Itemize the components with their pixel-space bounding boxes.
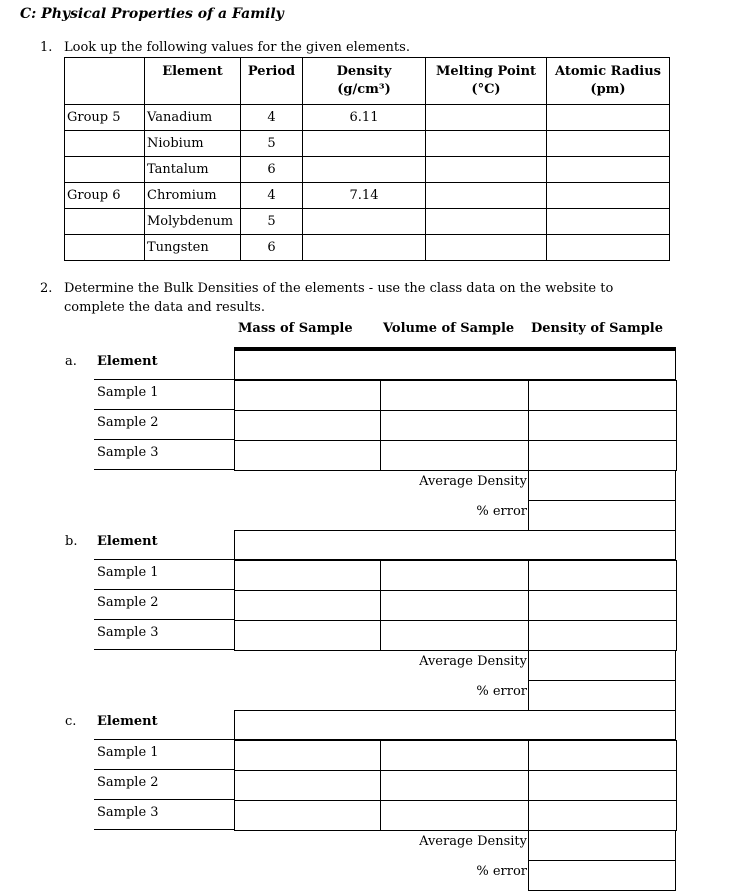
part-label: c. <box>65 714 77 729</box>
percent-error-label: % error <box>476 504 527 519</box>
row-rule <box>94 439 234 440</box>
group-cell <box>65 209 145 235</box>
mass-cell[interactable] <box>234 590 381 621</box>
melting-point-cell[interactable] <box>426 157 547 183</box>
table-row <box>65 209 670 235</box>
table-row <box>65 131 670 157</box>
period-cell: 6 <box>241 157 303 183</box>
element-name-field[interactable] <box>234 530 676 560</box>
sample-label: Sample 2 <box>97 415 159 430</box>
mass-cell[interactable] <box>234 380 381 411</box>
volume-cell[interactable] <box>380 380 529 411</box>
volume-cell[interactable] <box>380 440 529 471</box>
element-cell: Tungsten <box>145 235 241 261</box>
header-melting-point: Melting Point (°C) <box>426 58 547 105</box>
element-name-field[interactable] <box>234 350 676 380</box>
header-element: Element <box>145 58 241 105</box>
melting-point-cell[interactable] <box>426 131 547 157</box>
period-cell: 4 <box>241 183 303 209</box>
table-row <box>65 235 670 261</box>
volume-cell[interactable] <box>380 590 529 621</box>
row-rule <box>94 589 234 590</box>
mass-cell[interactable] <box>234 800 381 831</box>
density-cell[interactable] <box>528 410 677 441</box>
atomic-radius-cell[interactable] <box>547 131 670 157</box>
group-cell: Group 5 <box>65 105 145 131</box>
element-label: Element <box>97 534 158 549</box>
mass-cell[interactable] <box>234 770 381 801</box>
element-cell: Niobium <box>145 131 241 157</box>
percent-error-label: % error <box>476 864 527 879</box>
melting-point-cell[interactable] <box>426 183 547 209</box>
average-density-label: Average Density <box>419 474 527 489</box>
period-cell: 4 <box>241 105 303 131</box>
average-density-label: Average Density <box>419 654 527 669</box>
volume-cell[interactable] <box>380 770 529 801</box>
atomic-radius-cell[interactable] <box>547 235 670 261</box>
density-cell[interactable] <box>528 800 677 831</box>
question-1-text: Look up the following values for the given elements. <box>64 40 410 55</box>
table-row <box>65 105 670 131</box>
sample-label: Sample 3 <box>97 625 159 640</box>
element-cell: Chromium <box>145 183 241 209</box>
row-rule <box>94 409 234 410</box>
volume-cell[interactable] <box>380 800 529 831</box>
table-row <box>65 157 670 183</box>
mass-cell[interactable] <box>234 410 381 441</box>
period-cell: 5 <box>241 209 303 235</box>
element-label: Element <box>97 714 158 729</box>
element-label: Element <box>97 354 158 369</box>
group-cell: Group 6 <box>65 183 145 209</box>
density-cell[interactable] <box>528 740 677 771</box>
volume-cell[interactable] <box>380 620 529 651</box>
density-cell[interactable] <box>528 380 677 411</box>
sample-label: Sample 1 <box>97 745 159 760</box>
row-rule <box>94 649 234 650</box>
sample-label: Sample 2 <box>97 775 159 790</box>
average-density-cell[interactable] <box>528 650 676 681</box>
element-cell: Vanadium <box>145 105 241 131</box>
header-density: Density (g/cm³) <box>303 58 426 105</box>
element-cell: Molybdenum <box>145 209 241 235</box>
question-1-number: 1. <box>40 40 53 55</box>
melting-point-cell[interactable] <box>426 209 547 235</box>
header-atomic-radius: Atomic Radius (pm) <box>547 58 670 105</box>
sample-label: Sample 1 <box>97 565 159 580</box>
density-cell[interactable] <box>303 131 426 157</box>
mass-cell[interactable] <box>234 620 381 651</box>
atomic-radius-cell[interactable] <box>547 183 670 209</box>
mass-cell[interactable] <box>234 440 381 471</box>
column-header-mass: Mass of Sample <box>238 321 353 336</box>
header-period: Period <box>241 58 303 105</box>
column-header-volume: Volume of Sample <box>383 321 515 336</box>
column-header-density: Density of Sample <box>531 321 663 336</box>
density-cell[interactable] <box>528 770 677 801</box>
atomic-radius-cell[interactable] <box>547 157 670 183</box>
mass-cell[interactable] <box>234 560 381 591</box>
percent-error-cell[interactable] <box>528 680 676 711</box>
element-cell: Tantalum <box>145 157 241 183</box>
group-cell <box>65 157 145 183</box>
elements-table <box>64 57 670 261</box>
average-density-label: Average Density <box>419 834 527 849</box>
row-rule <box>94 379 234 380</box>
density-cell[interactable] <box>303 235 426 261</box>
table-row <box>65 183 670 209</box>
header-group <box>65 58 145 105</box>
question-2-number: 2. <box>40 281 53 296</box>
density-cell[interactable] <box>528 620 677 651</box>
sample-label: Sample 2 <box>97 595 159 610</box>
group-cell <box>65 235 145 261</box>
volume-cell[interactable] <box>380 740 529 771</box>
average-density-cell[interactable] <box>528 470 676 501</box>
row-rule <box>94 769 234 770</box>
atomic-radius-cell[interactable] <box>547 105 670 131</box>
row-rule <box>94 829 234 830</box>
average-density-cell[interactable] <box>528 830 676 861</box>
density-cell[interactable] <box>528 590 677 621</box>
row-rule <box>94 559 234 560</box>
volume-cell[interactable] <box>380 560 529 591</box>
melting-point-cell[interactable] <box>426 105 547 131</box>
table-header-row <box>65 58 670 105</box>
atomic-radius-cell[interactable] <box>547 209 670 235</box>
question-2-text-line1: Determine the Bulk Densities of the elements - use the class data on the website to <box>64 281 614 296</box>
section-title: C: Physical Properties of a Family <box>20 6 284 22</box>
row-rule <box>94 619 234 620</box>
density-cell[interactable] <box>528 440 677 471</box>
part-label: a. <box>65 354 77 369</box>
element-name-field[interactable] <box>234 710 676 740</box>
row-rule <box>94 739 234 740</box>
question-2-text-line2: complete the data and results. <box>64 300 265 315</box>
period-cell: 6 <box>241 235 303 261</box>
sample-label: Sample 1 <box>97 385 159 400</box>
percent-error-cell[interactable] <box>528 500 676 531</box>
percent-error-label: % error <box>476 684 527 699</box>
density-cell[interactable] <box>303 209 426 235</box>
period-cell: 5 <box>241 131 303 157</box>
row-rule <box>94 469 234 470</box>
density-cell[interactable] <box>303 157 426 183</box>
row-rule <box>94 799 234 800</box>
group-cell <box>65 131 145 157</box>
volume-cell[interactable] <box>380 410 529 441</box>
melting-point-cell[interactable] <box>426 235 547 261</box>
density-cell[interactable]: 6.11 <box>303 105 426 131</box>
part-label: b. <box>65 534 78 549</box>
density-cell[interactable]: 7.14 <box>303 183 426 209</box>
sample-label: Sample 3 <box>97 805 159 820</box>
density-cell[interactable] <box>528 560 677 591</box>
mass-cell[interactable] <box>234 740 381 771</box>
sample-label: Sample 3 <box>97 445 159 460</box>
percent-error-cell[interactable] <box>528 860 676 891</box>
